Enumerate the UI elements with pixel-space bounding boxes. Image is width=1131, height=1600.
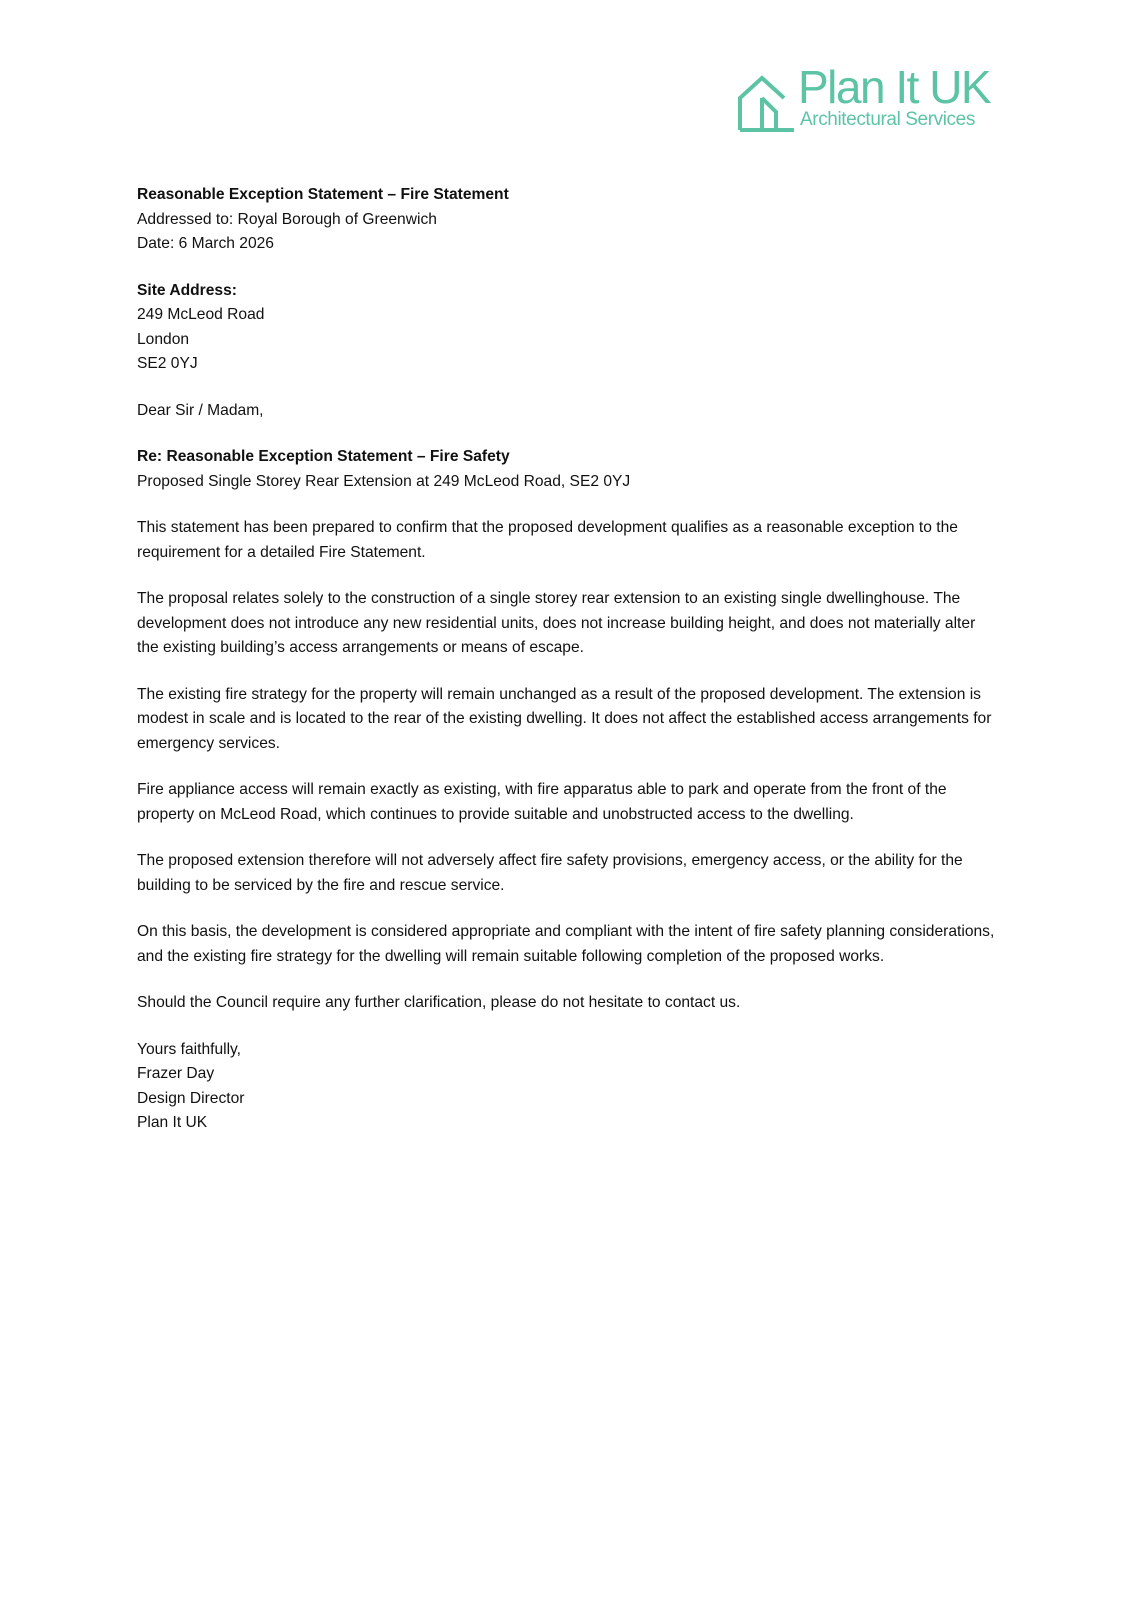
closing: Yours faithfully, <box>137 1040 242 1058</box>
site-address-label: Site Address: <box>137 281 237 299</box>
paragraph: Fire appliance access will remain exactly as existing, with fire apparatus able to park and operate from the front of the property on McLeod Road, which continues to provide suitable and unobstructed access to the dwelling. <box>137 781 947 823</box>
paragraph: Should the Council require any further clarification, please do not hesitate to contact us. <box>137 994 741 1011</box>
signatory-name: Frazer Day <box>137 1065 215 1082</box>
logo-subtitle: Architectural Services <box>800 109 975 130</box>
addressed-to: Addressed to: Royal Borough of Greenwich <box>137 210 437 228</box>
site-address-line1: 249 McLeod Road <box>137 306 265 323</box>
logo-title: Plan It UK <box>798 61 991 113</box>
paragraph: On this basis, the development is considered appropriate and compliant with the intent of fire safety planning considerations, and the existing fire strategy for the dwelling will remain suitable following completion of the proposed works. <box>137 923 995 965</box>
paragraph: The proposal relates solely to the construction of a single storey rear extension to an existing single dwellinghouse. The development does not introduce any new residential units, does not increase building height, and does not materially alter the existing building’s access arrangements or means of escape. <box>137 590 976 656</box>
signatory-role: Design Director <box>137 1089 245 1107</box>
paragraph: The proposed extension therefore will not adversely affect fire safety provisions, emergency access, or the ability for the building to be serviced by the fire and rescue service. <box>137 852 963 894</box>
salutation: Dear Sir / Madam, <box>137 401 264 419</box>
site-address-postcode: SE2 0YJ <box>137 355 198 372</box>
letter-body <box>137 183 997 1136</box>
letter-date: Date: 6 March 2026 <box>137 235 274 252</box>
paragraph: This statement has been prepared to confirm that the proposed development qualifies as a reasonable exception to the requirement for a detailed Fire Statement. <box>137 519 958 561</box>
signatory-company: Plan It UK <box>137 1114 208 1131</box>
house-outline-icon <box>736 74 796 132</box>
re-subheading: Proposed Single Storey Rear Extension at 249 McLeod Road, SE2 0YJ <box>137 472 631 490</box>
company-logo <box>736 61 1006 134</box>
paragraph: The existing fire strategy for the property will remain unchanged as a result of the proposed development. The extension is modest in scale and is located to the rear of the existing dwelling. It does not affect the established access arrangements for emergency services. <box>137 685 992 752</box>
re-heading: Re: Reasonable Exception Statement – Fire Safety <box>137 448 510 465</box>
site-address-line2: London <box>137 330 190 348</box>
statement-heading: Reasonable Exception Statement – Fire Statement <box>137 186 509 203</box>
